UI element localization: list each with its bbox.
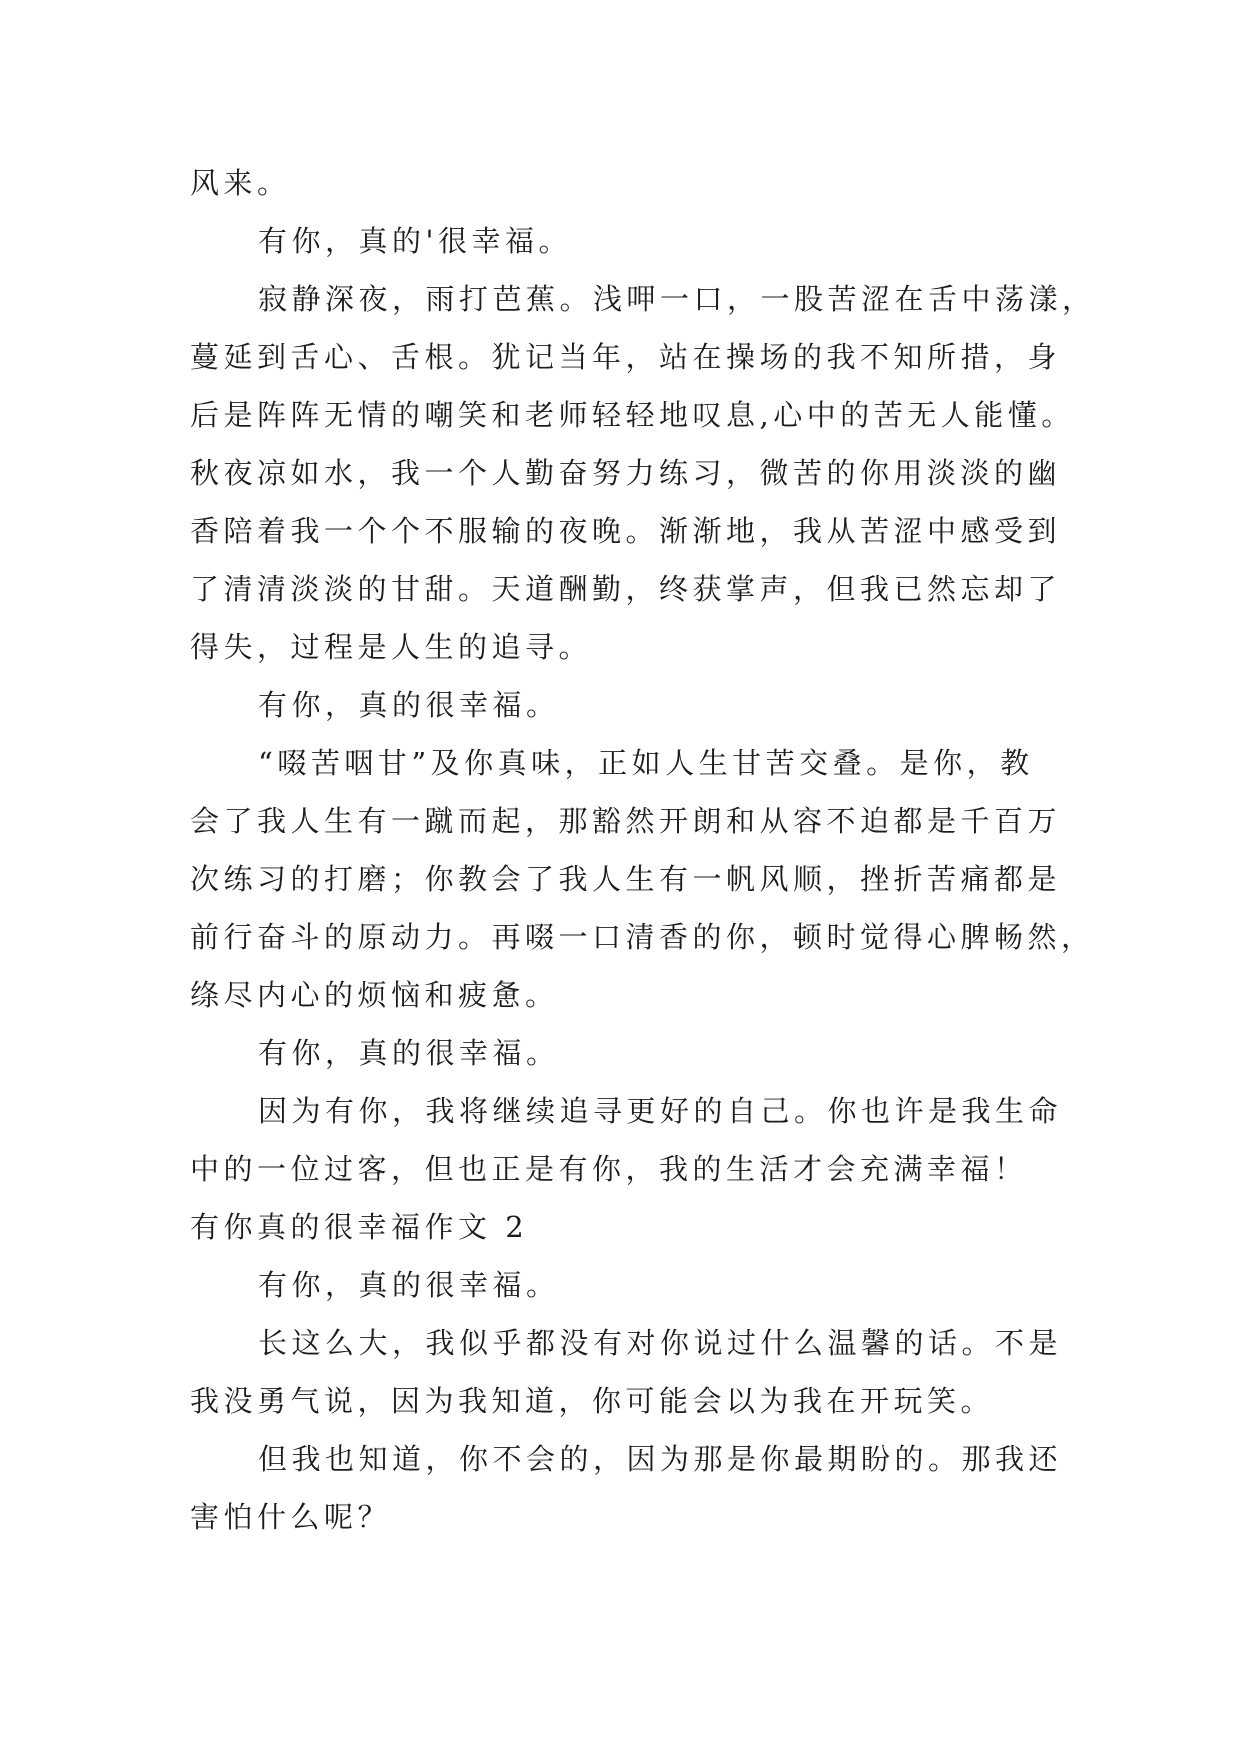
text-line: 了清清淡淡的甘甜。天道酬勤，终获掌声，但我已然忘却了: [190, 572, 1062, 606]
text-line: 得失，过程是人生的追寻。: [190, 630, 593, 664]
paragraph: [190, 676, 1090, 734]
text-line: “啜苦咽甘”及你真味，正如人生甘苦交叠。是你，教: [258, 746, 1034, 780]
text-line: 有你，真的很幸福。: [258, 1268, 560, 1302]
paragraph: [190, 1024, 1090, 1082]
text-line: 有你，真的很幸福。: [258, 688, 560, 722]
paragraph: [190, 270, 1096, 676]
text-line: 蔓延到舌心、舌根。犹记当年，站在操场的我不知所措，身: [190, 340, 1062, 374]
heading-text: 有你真的很幸福作文 2: [190, 1210, 529, 1244]
text-line: 寂静深夜，雨打芭蕉。浅呷一口，一股苦涩在舌中荡漾，: [258, 282, 1096, 316]
text-line: 有你，真的很幸福。: [258, 1036, 560, 1070]
text-line: 香陪着我一个个不服输的夜晚。渐渐地，我从苦涩中感受到: [190, 514, 1062, 548]
text-line: 害怕什么呢？: [190, 1500, 392, 1534]
paragraph: [190, 1256, 1090, 1314]
paragraph-continuation: [190, 154, 1090, 212]
text-line: 长这么大，我似乎都没有对你说过什么温馨的话。不是: [258, 1326, 1063, 1360]
paragraph: [190, 212, 1090, 270]
text-line: 有你，真的'很幸福。: [258, 224, 572, 258]
paragraph: [190, 1430, 1090, 1546]
document-body: [190, 154, 1096, 1546]
text-line: 绦尽内心的烦恼和疲惫。: [190, 978, 559, 1012]
paragraph: [190, 734, 1095, 1024]
text-line: 后是阵阵无情的嘲笑和老师轻轻地叹息,心中的苦无人能懂。: [190, 398, 1075, 432]
text-line: 但我也知道，你不会的，因为那是你最期盼的。那我还: [258, 1442, 1063, 1476]
text-line: 前行奋斗的原动力。再啜一口清香的你，顿时觉得心脾畅然，: [190, 920, 1095, 954]
text-line: 次练习的打磨；你教会了我人生有一帆风顺，挫折苦痛都是: [190, 862, 1062, 896]
text-line: 我没勇气说，因为我知道，你可能会以为我在开玩笑。: [190, 1384, 995, 1418]
paragraph: [190, 1314, 1090, 1430]
text-line: 因为有你，我将继续追寻更好的自己。你也许是我生命: [258, 1094, 1063, 1128]
text-line: 风来。: [190, 166, 291, 200]
text-line: 会了我人生有一蹴而起，那豁然开朗和从容不迫都是千百万: [190, 804, 1062, 838]
paragraph: [190, 1082, 1090, 1198]
text-line: 中的一位过客，但也正是有你，我的生活才会充满幸福！: [190, 1152, 1028, 1186]
text-line: 秋夜凉如水，我一个人勤奋努力练习，微苦的你用淡淡的幽: [190, 456, 1062, 490]
section-heading: [190, 1198, 1090, 1256]
